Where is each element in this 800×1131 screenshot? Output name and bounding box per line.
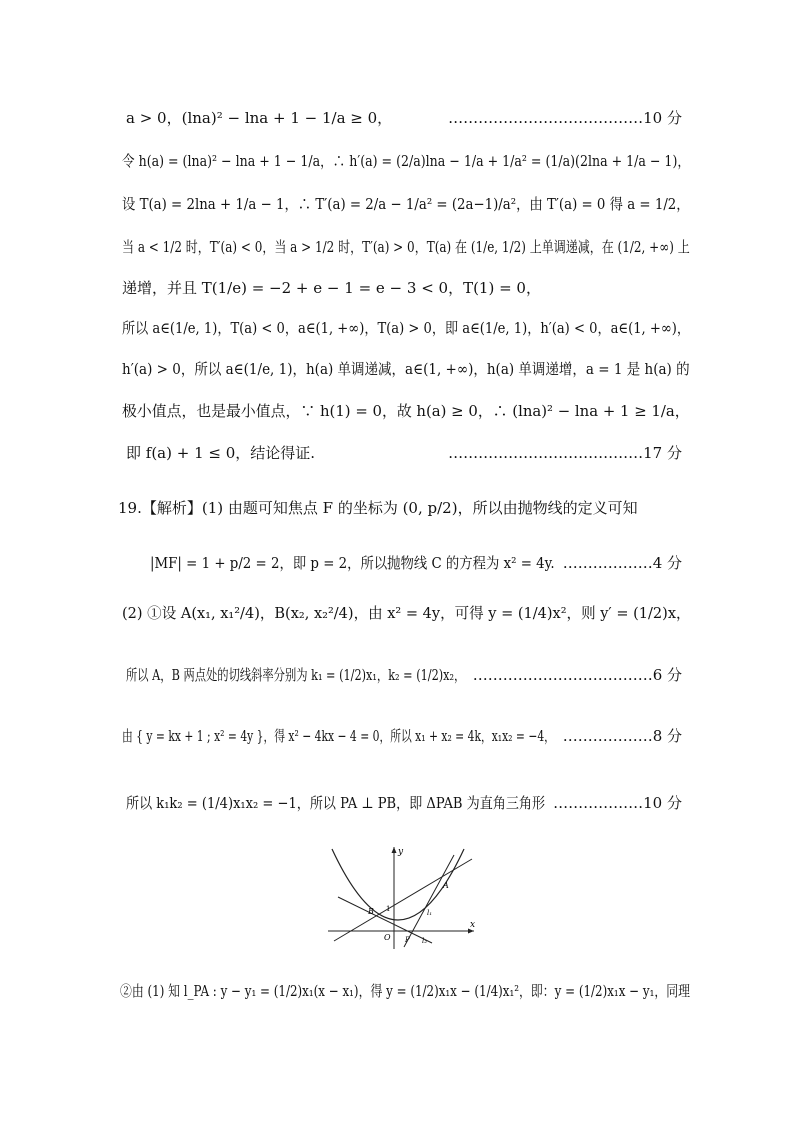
line-text: |MF| = 1 + p/2 = 2，即 p = 2，所以抛物线 C 的方程为 x² = 4y. [150,554,555,572]
point-p-label: P [405,936,410,944]
score-mark: ………………10 分 [553,794,682,812]
focus-one-label: 1 [386,905,391,913]
line-text: 当 a < 1/2 时，T′(a) < 0，当 a > 1/2 时，T′(a) > 0，T(a) 在 (1/e, 1/2) 上单调递减，在 (1/2, +∞) 上 [122,238,690,256]
line-text: 设 T(a) = 2lna + 1/a − 1，∴ T′(a) = 2/a − 1/a² = (2a−1)/a²，由 T′(a) = 0 得 a = 1/2， [122,195,690,213]
score-mark: …………………………………17 分 [448,444,682,462]
line-text: a > 0，(lna)² − lna + 1 − 1/a ≥ 0， [126,109,393,127]
line-text: 由 { y = kx + 1 ; x² = 4y }，得 x² − 4kx − 4 = 0，所以 x₁ + x₂ = 4k，x₁x₂ = −4， [122,727,555,745]
line-text: 所以 k₁k₂ = (1/4)x₁x₂ = −1，所以 PA ⊥ PB，即 ΔPAB 为直角三角形 [126,794,546,812]
line-text: 所以 A，B 两点处的切线斜率分别为 k₁ = (1/2)x₁，k₂ = (1/2)x₂， [126,666,466,684]
score-mark: …………………………………10 分 [448,109,682,127]
point-b-label: B [368,907,374,916]
score-mark: ………………8 分 [562,727,682,745]
x-label: x [470,920,476,930]
point-a-label: A [443,881,449,890]
line-text: 极小值点，也是最小值点，∵ h(1) = 0，故 h(a) ≥ 0，∴ (lna)² − lna + 1 ≥ 1/a， [122,402,690,420]
score-mark: ………………4 分 [562,554,682,572]
origin-label: O [384,933,391,942]
y-label: y [398,847,404,857]
line-text: (2) ①设 A(x₁, x₁²/4)，B(x₂, x₂²/4)，由 x² = 4y，可得 y = (1/4)x²，则 y′ = (1/2)x， [122,604,691,622]
parabola-figure [322,843,482,953]
line-text: h′(a) > 0，所以 a∈(1/e, 1)，h(a) 单调递减，a∈(1, +∞)，h(a) 单调递增，a = 1 是 h(a) 的 [122,360,690,378]
y-axis-arrow [392,847,397,853]
l1-label: l₁ [427,909,433,917]
l2-label: l₂ [422,937,428,945]
line-text: 即 f(a) + 1 ≤ 0，结论得证. [126,444,316,462]
line-text: 递增，并且 T(1/e) = −2 + e − 1 = e − 3 < 0，T(1) = 0， [122,279,541,297]
line-text: 19.【解析】(1) 由题可知焦点 F 的坐标为 (0, p/2)，所以由抛物线的定义可知 [118,499,638,517]
line-text: 令 h(a) = (lna)² − lna + 1 − 1/a，∴ h′(a) = (2/a)lna − 1/a + 1/a² = (1/a)(2lna + 1/a − 1)， [122,152,690,170]
score-mark: ………………………………6 分 [472,666,682,684]
line-text: ②由 (1) 知 l_PA : y − y₁ = (1/2)x₁(x − x₁)，得 y = (1/2)x₁x − (1/4)x₁²，即：y = (1/2)x₁x − y₁，同理 [120,982,691,1000]
line-text: 所以 a∈(1/e, 1)，T(a) < 0，a∈(1, +∞)，T(a) > 0，即 a∈(1/e, 1)，h′(a) < 0，a∈(1, +∞)， [122,319,691,337]
